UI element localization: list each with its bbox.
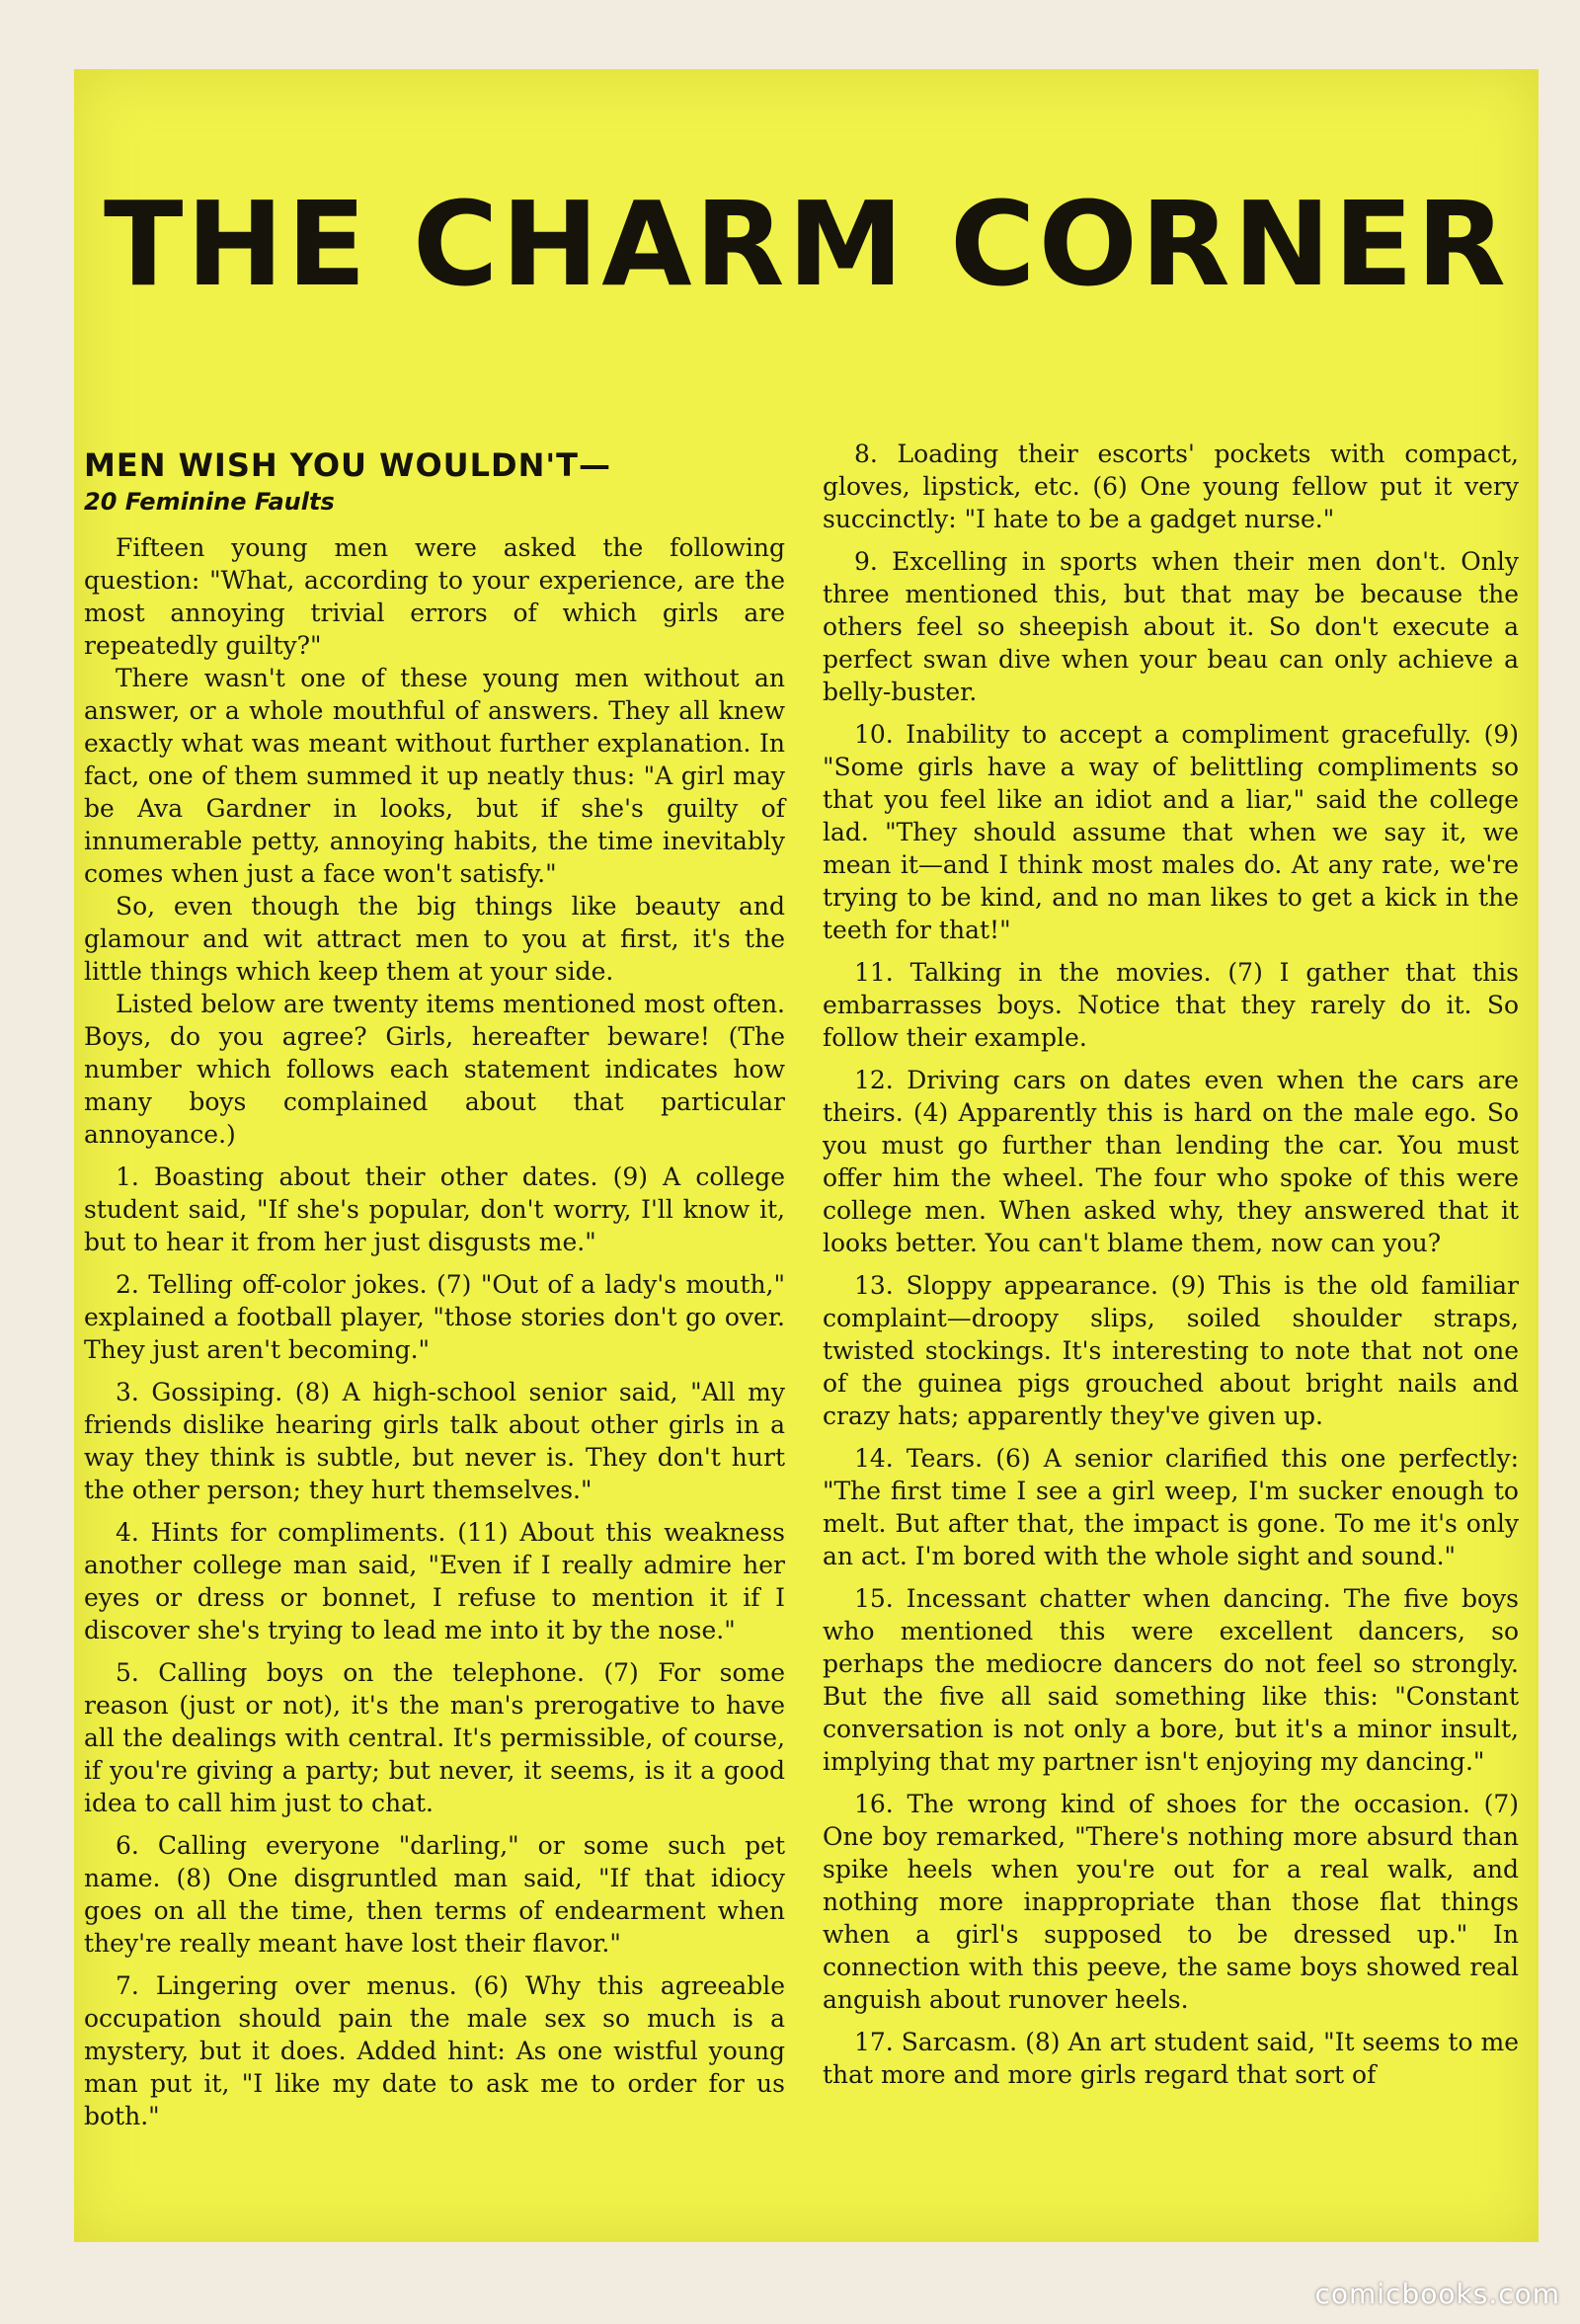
list-item: 5. Calling boys on the telephone. (7) For some reason (just or not), it's the man's prerogative to have all the dealings with central. It's permissible, of course, if you're giving a party; but never, it seems, is it a good idea to call him just to chat. [84,1658,785,1817]
left-column [84,437,785,2142]
list-item: 15. Incessant chatter when dancing. The five boys who mentioned this were excellent dancers, so perhaps the mediocre dancers do not feel so strongly. But the five all said something like this: "Constant conversation is not only a bore, but it's a minor insult, implying that my partner isn't enjoying my dancing." [823,1584,1519,1776]
list-item: 9. Excelling in sports when their men don't. Only three mentioned this, but that may be because the others feel so sheepish about it. So don't execute a perfect swan dive when your beau can only achieve a belly-buster. [823,547,1519,706]
list-item: 11. Talking in the movies. (7) I gather that this embarrasses boys. Notice that they rarely do it. So follow their example. [823,958,1519,1052]
list-item: 8. Loading their escorts' pockets with compact, gloves, lipstick, etc. (6) One young fellow put it very succinctly: "I hate to be a gadget nurse." [823,440,1519,533]
intro-paragraph: Fifteen young men were asked the following question: "What, according to your experience, are the most annoying trivial errors of which girls are repeatedly guilty?" [84,533,785,660]
list-item: 3. Gossiping. (8) A high-school senior said, "All my friends dislike hearing girls talk about other girls in a way they think is subtle, but never is. They don't hurt the other person; they hurt themselves." [84,1378,785,1504]
list-item: 12. Driving cars on dates even when the cars are theirs. (4) Apparently this is hard on the male ego. So you must go further than lending the car. You must offer him the wheel. The four who spoke of this were college men. When asked why, they answered that it looks better. You can't blame them, now can you? [823,1066,1519,1257]
site-watermark: comicbooks.com [1314,2278,1560,2310]
list-item: 14. Tears. (6) A senior clarified this one perfectly: "The first time I see a girl weep, I'm sucker enough to melt. But after that, the impact is gone. To me it's only an act. I'm bored with the whole sight and sound." [823,1444,1519,1570]
page-title: THE CHARM CORNER [104,176,1509,312]
list-item: 13. Sloppy appearance. (9) This is the old familiar complaint—droopy slips, soiled shoulder straps, twisted stockings. It's interesting to note that not one of the guinea pigs grouched about bright nails and crazy hats; apparently they've given up. [823,1271,1519,1430]
list-item: 4. Hints for compliments. (11) About this weakness another college man said, "Even if I really admire her eyes or dress or bonnet, I refuse to mention it if I discover she's trying to lead me into it by the nose." [84,1518,785,1644]
list-item: 17. Sarcasm. (8) An art student said, "It seems to me that more and more girls regard that sort of [823,2028,1519,2089]
list-item: 2. Telling off-color jokes. (7) "Out of a lady's mouth," explained a football player, "those stories don't go over. They just aren't becoming." [84,1270,785,1364]
article-panel [74,69,1539,2242]
list-item: 10. Inability to accept a compliment gracefully. (9) "Some girls have a way of belittling compliments so that you feel like an idiot and a liar," said the college lad. "They should assume that when we say it, we mean it—and I think most males do. At any rate, we're trying to be kind, and no man likes to get a kick in the teeth for that!" [823,720,1519,944]
article-subheading: 20 Feminine Faults [84,488,335,516]
right-column [823,438,1519,2101]
intro-paragraph: So, even though the big things like beauty and glamour and wit attract men to you at first, it's the little things which keep them at your side. [84,892,785,986]
list-item: 7. Lingering over menus. (6) Why this agreeable occupation should pain the male sex so much is a mystery, but it does. Added hint: As one wistful young man put it, "I like my date to ask me to order for us both." [84,1971,785,2130]
intro-paragraph: Listed below are twenty items mentioned most often. Boys, do you agree? Girls, hereafter beware! (The number which follows each statement indicates how many boys complained about that particular annoyance.) [84,990,785,1149]
intro-paragraph: There wasn't one of these young men without an answer, or a whole mouthful of answers. They all knew exactly what was meant without further explanation. In fact, one of them summed it up neatly thus: "A girl may be Ava Gardner in looks, but if she's guilty of innumerable petty, annoying habits, the time inevitably comes when just a face won't satisfy." [84,664,785,888]
list-item: 1. Boasting about their other dates. (9) A college student said, "If she's popular, don't worry, I'll know it, but to hear it from her just disgusts me." [84,1162,785,1256]
list-item: 6. Calling everyone "darling," or some such pet name. (8) One disgruntled man said, "If that idiocy goes on all the time, then terms of endearment when they're really meant have lost their flavor." [84,1831,785,1958]
article-heading: MEN WISH YOU WOULDN'T— [84,446,611,484]
list-item: 16. The wrong kind of shoes for the occasion. (7) One boy remarked, "There's nothing more absurd than spike heels when you're out for a real walk, and nothing more inappropriate than those flat things when a girl's supposed to be dressed up." In connection with this peeve, the same boys showed real anguish about runover heels. [823,1790,1519,2014]
